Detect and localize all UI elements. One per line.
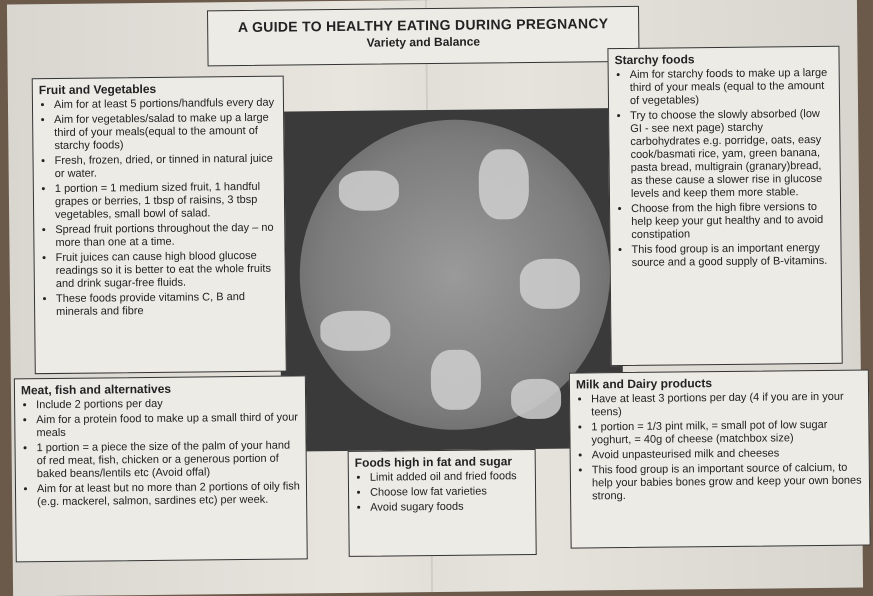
list-item: • 1 portion = a piece the size of the palm of your hand of red meat, fish, chicken or a generous portion of baked beans/lentils etc (Avoid offal): [37, 439, 300, 481]
guide-title: A GUIDE TO HEALTHY EATING DURING PREGNANCY: [237, 15, 609, 36]
list-item: • Include 2 portions per day: [36, 396, 299, 412]
title-box: [207, 6, 640, 67]
list-item: • This food group is an important energy source and a good supply of B-vitamins.: [631, 242, 834, 270]
list-item: • Fruit juices can cause high blood glucose readings so it is better to eat the whole fruits and drink sugar-free fluids.: [56, 250, 279, 291]
list-item: • Spread fruit portions throughout the day – no more than one at a time.: [55, 222, 278, 250]
fruit-vegetables-section: [32, 76, 287, 375]
section-heading: Fruit and Vegetables: [38, 81, 157, 98]
food-item: [520, 258, 581, 309]
list-item: • Aim for vegetables/salad to make up a large third of your meals(equal to the amount of starchy foods): [54, 112, 277, 153]
list-item: • Aim for starchy foods to make up a large third of your meals (equal to the amount of vegetables): [630, 67, 833, 108]
food-item: [339, 170, 399, 211]
list-item: • Limit added oil and fried foods: [370, 470, 529, 485]
list-item: • This food group is an important source of calcium, to help your babies bones grow and keep your own bones strong.: [592, 462, 863, 504]
food-item: [431, 350, 482, 411]
meat-fish-section: [14, 375, 308, 562]
list-item: • Choose low fat varieties: [370, 485, 529, 500]
fat-sugar-section: [348, 449, 537, 557]
section-heading: Meat, fish and alternatives: [20, 381, 172, 398]
list-item: • Aim for at least 5 portions/handfuls every day: [54, 97, 277, 112]
section-heading: Foods high in fat and sugar: [354, 454, 513, 470]
food-item: [320, 310, 390, 351]
section-heading: Starchy foods: [614, 52, 695, 68]
guide-subtitle: Variety and Balance: [366, 34, 481, 50]
section-heading: Milk and Dairy products: [575, 376, 713, 392]
list-item: • Avoid sugary foods: [370, 500, 529, 515]
food-item: [478, 149, 529, 220]
list-item: • 1 portion = 1/3 pint milk, = small pot of low sugar yoghurt, = 40g of cheese (matchbox size): [591, 419, 862, 448]
food-item: [511, 379, 561, 420]
list-item: • Aim for at least but no more than 2 portions of oily fish (e.g. mackerel, salmon, sardines etc) per week.: [37, 480, 300, 509]
list-item: • These foods provide vitamins C, B and minerals and fibre: [56, 291, 279, 319]
starchy-foods-section: [607, 46, 842, 366]
list-item: • Avoid unpasteurised milk and cheeses: [592, 447, 863, 463]
list-item: • Try to choose the slowly absorbed (low GI - see next page) starchy carbohydrates e.g. porridge, oats, easy cook/basmati rice, yam, green banana, pasta bread, multigrain (granary)bread, as these cause a slower rise in glucose levels and keep them more stable.: [630, 108, 834, 201]
leaflet-page: [7, 0, 863, 596]
list-item: • 1 portion = 1 medium sized fruit, 1 handful grapes or berries, 1 tbsp of raisins, 3 tbsp vegetables, small bowl of salad.: [55, 181, 278, 222]
milk-dairy-section: [569, 369, 871, 548]
list-item: • Choose from the high fibre versions to help keep your gut healthy and to avoid constipation: [631, 201, 834, 242]
list-item: • Fresh, frozen, dried, or tinned in natural juice or water.: [55, 153, 278, 181]
list-item: • Aim for a protein food to make up a small third of your meals: [36, 411, 299, 440]
list-item: • Have at least 3 portions per day (4 if you are in your teens): [591, 391, 862, 420]
